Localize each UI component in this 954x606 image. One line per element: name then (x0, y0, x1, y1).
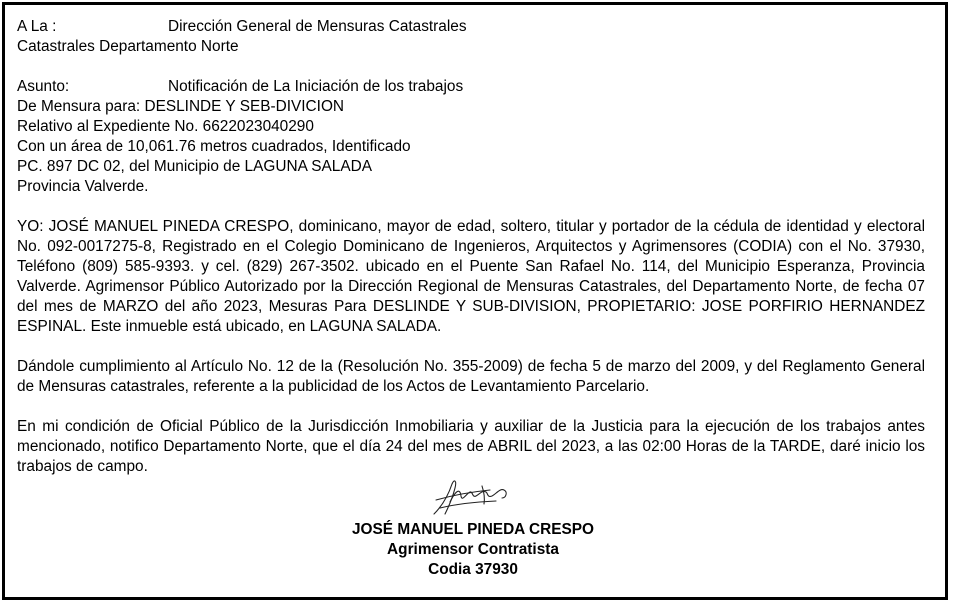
signer-name: JOSÉ MANUEL PINEDA CRESPO (351, 521, 595, 538)
signer-codia: Codia 37930 (428, 561, 518, 578)
document-body (17, 17, 925, 477)
body-paragraph-3: En mi condición de Oficial Público de la Jurisdicción Inmobiliaria y auxiliar de la Justicia para la ejecución de los trabajos antes mencionado, notifico Departamento Norte, que el día 24 del mes de ABRIL del 2023, a las 02:00 Horas de la TARDE, daré inicio los trabajos de campo. (17, 418, 925, 475)
subject-detail-4: PC. 897 DC 02, del Municipio de LAGUNA SALADA (17, 158, 373, 175)
signer-title: Agrimensor Contratista (387, 541, 559, 558)
recipient-value: Dirección General de Mensuras Catastrales (168, 18, 467, 35)
subject-detail-5: Provincia Valverde. (17, 178, 149, 195)
body-paragraph-2: Dándole cumplimiento al Artículo No. 12 de la (Resolución No. 355-2009) de fecha 5 de marzo del 2009, y del Reglamento General de Mensuras catastrales, referente a la publicidad de los Actos de Levantamiento Parcelario. (17, 358, 925, 395)
subject-line (17, 77, 925, 97)
handwritten-signature-icon (430, 476, 512, 518)
recipient-line (17, 17, 925, 37)
recipient-line-2: Catastrales Departamento Norte (17, 38, 239, 55)
subject-detail-3: Con un área de 10,061.76 metros cuadrados, Identificado (17, 138, 411, 155)
body-paragraph-1: YO: JOSÉ MANUEL PINEDA CRESPO, dominicano, mayor de edad, soltero, titular y portador de la cédula de identidad y electoral No. 092-0017275-8, Registrado en el Colegio Dominicano de Ingenieros, Arquitectos y Agrimensores (CODIA) con el No. 37930, Teléfono (809) 585-9393. y cel. (829) 267-3502. ubicado en el Puente San Rafael No. 114, del Municipio Esperanza, Provincia Valverde. Agrimensor Público Autorizado por la Dirección Regional de Mensuras Catastrales, del Departamento Norte, de fecha 07 del mes de MARZO del año 2023, Mesuras Para DESLINDE Y SUB-DIVISION, PROPIETARIO: JOSE PORFIRIO HERNANDEZ ESPINAL. Este inmueble está ubicado, en LAGUNA SALADA. (17, 218, 925, 335)
subject-detail-2: Relativo al Expediente No. 6622023040290 (17, 118, 314, 135)
subject-label: Asunto: (17, 78, 70, 95)
subject-value: Notificación de La Iniciación de los trabajos (168, 78, 464, 95)
subject-detail-1: De Mensura para: DESLINDE Y SEB-DIVICION (17, 98, 345, 115)
recipient-label: A La : (17, 18, 57, 35)
